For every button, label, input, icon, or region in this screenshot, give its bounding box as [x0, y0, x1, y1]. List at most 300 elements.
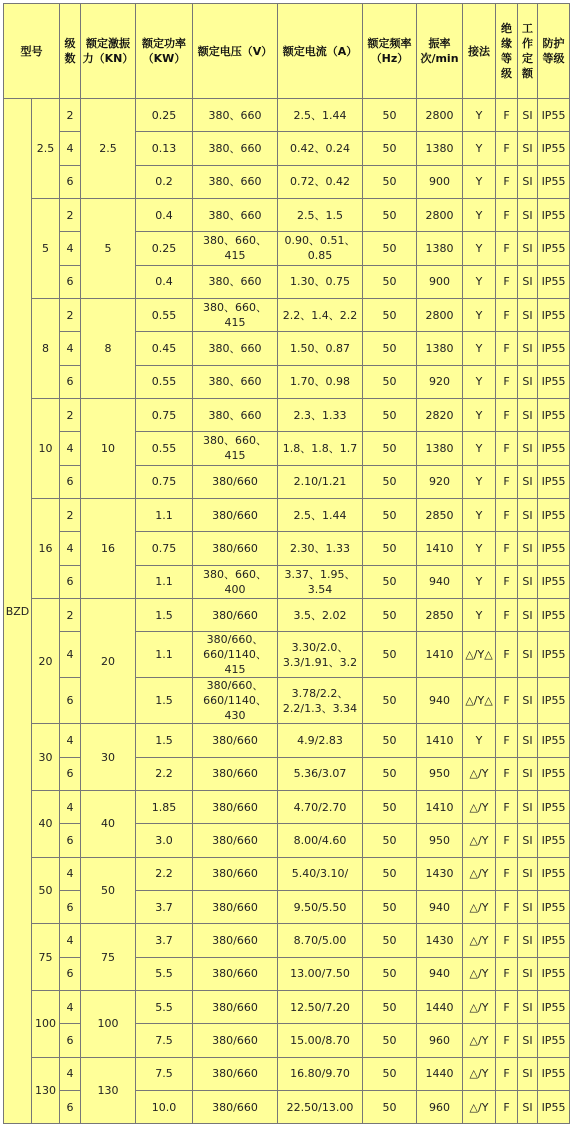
power-cell: 7.5 [136, 1024, 193, 1057]
speed-cell: 1380 [417, 132, 463, 165]
speed-cell: 1430 [417, 924, 463, 957]
duty-cell: SI [518, 598, 538, 631]
poles-cell: 2 [60, 198, 81, 231]
protection-cell: IP55 [538, 198, 570, 231]
current-cell: 2.3、1.33 [278, 398, 363, 431]
speed-cell: 2850 [417, 598, 463, 631]
voltage-cell: 380/660 [193, 790, 278, 823]
voltage-cell: 380、660 [193, 165, 278, 198]
header-poles: 级数 [60, 4, 81, 99]
poles-cell: 4 [60, 632, 81, 678]
frequency-cell: 50 [363, 465, 417, 498]
power-cell: 10.0 [136, 1090, 193, 1123]
current-cell: 0.90、0.51、0.85 [278, 232, 363, 265]
poles-cell: 6 [60, 678, 81, 724]
connection-cell: Y [463, 724, 496, 757]
current-cell: 12.50/7.20 [278, 990, 363, 1023]
current-cell: 5.40/3.10/ [278, 857, 363, 890]
protection-cell: IP55 [538, 465, 570, 498]
duty-cell: SI [518, 165, 538, 198]
spec-body [4, 99, 570, 1124]
connection-cell: Y [463, 198, 496, 231]
duty-cell: SI [518, 632, 538, 678]
frequency-cell: 50 [363, 957, 417, 990]
protection-cell: IP55 [538, 565, 570, 598]
frequency-cell: 50 [363, 924, 417, 957]
duty-cell: SI [518, 365, 538, 398]
protection-cell: IP55 [538, 132, 570, 165]
connection-cell: △/Y [463, 924, 496, 957]
insulation-cell: F [496, 432, 518, 465]
size-cell: 16 [32, 498, 60, 598]
poles-cell: 2 [60, 298, 81, 331]
frequency-cell: 50 [363, 298, 417, 331]
insulation-cell: F [496, 957, 518, 990]
connection-cell: Y [463, 398, 496, 431]
connection-cell: Y [463, 498, 496, 531]
connection-cell: △/Y [463, 990, 496, 1023]
current-cell: 3.30/2.0、3.3/1.91、3.2 [278, 632, 363, 678]
duty-cell: SI [518, 465, 538, 498]
power-cell: 1.5 [136, 724, 193, 757]
current-cell: 0.42、0.24 [278, 132, 363, 165]
speed-cell: 950 [417, 824, 463, 857]
insulation-cell: F [496, 1057, 518, 1090]
frequency-cell: 50 [363, 678, 417, 724]
connection-cell: △/Y [463, 1057, 496, 1090]
power-cell: 0.55 [136, 432, 193, 465]
power-cell: 0.4 [136, 198, 193, 231]
table-row [4, 924, 570, 957]
speed-cell: 1440 [417, 990, 463, 1023]
duty-cell: SI [518, 1057, 538, 1090]
poles-cell: 6 [60, 957, 81, 990]
poles-cell: 6 [60, 265, 81, 298]
poles-cell: 4 [60, 1057, 81, 1090]
current-cell: 2.30、1.33 [278, 532, 363, 565]
voltage-cell: 380/660 [193, 890, 278, 923]
protection-cell: IP55 [538, 598, 570, 631]
duty-cell: SI [518, 99, 538, 132]
insulation-cell: F [496, 332, 518, 365]
poles-cell: 4 [60, 990, 81, 1023]
insulation-cell: F [496, 790, 518, 823]
frequency-cell: 50 [363, 532, 417, 565]
voltage-cell: 380、660 [193, 365, 278, 398]
poles-cell: 2 [60, 498, 81, 531]
duty-cell: SI [518, 232, 538, 265]
power-cell: 0.4 [136, 265, 193, 298]
frequency-cell: 50 [363, 232, 417, 265]
voltage-cell: 380/660 [193, 1090, 278, 1123]
force-cell: 30 [81, 724, 136, 791]
poles-cell: 6 [60, 1024, 81, 1057]
speed-cell: 1410 [417, 724, 463, 757]
table-row [4, 198, 570, 231]
size-cell: 20 [32, 598, 60, 723]
insulation-cell: F [496, 890, 518, 923]
poles-cell: 4 [60, 924, 81, 957]
insulation-cell: F [496, 165, 518, 198]
insulation-cell: F [496, 365, 518, 398]
size-cell: 50 [32, 857, 60, 924]
header-power: 额定功率（KW） [136, 4, 193, 99]
duty-cell: SI [518, 132, 538, 165]
table-row [4, 857, 570, 890]
force-cell: 75 [81, 924, 136, 991]
duty-cell: SI [518, 265, 538, 298]
poles-cell: 6 [60, 757, 81, 790]
frequency-cell: 50 [363, 824, 417, 857]
protection-cell: IP55 [538, 990, 570, 1023]
speed-cell: 2800 [417, 298, 463, 331]
speed-cell: 1380 [417, 232, 463, 265]
poles-cell: 6 [60, 465, 81, 498]
connection-cell: Y [463, 232, 496, 265]
power-cell: 0.75 [136, 532, 193, 565]
voltage-cell: 380/660 [193, 1057, 278, 1090]
power-cell: 1.1 [136, 498, 193, 531]
protection-cell: IP55 [538, 232, 570, 265]
current-cell: 2.5、1.5 [278, 198, 363, 231]
current-cell: 1.50、0.87 [278, 332, 363, 365]
current-cell: 8.00/4.60 [278, 824, 363, 857]
current-cell: 9.50/5.50 [278, 890, 363, 923]
duty-cell: SI [518, 1090, 538, 1123]
poles-cell: 6 [60, 1090, 81, 1123]
duty-cell: SI [518, 957, 538, 990]
insulation-cell: F [496, 678, 518, 724]
duty-cell: SI [518, 757, 538, 790]
insulation-cell: F [496, 232, 518, 265]
poles-cell: 6 [60, 365, 81, 398]
insulation-cell: F [496, 1090, 518, 1123]
duty-cell: SI [518, 1024, 538, 1057]
force-cell: 8 [81, 298, 136, 398]
frequency-cell: 50 [363, 857, 417, 890]
current-cell: 5.36/3.07 [278, 757, 363, 790]
speed-cell: 920 [417, 465, 463, 498]
force-cell: 10 [81, 398, 136, 498]
frequency-cell: 50 [363, 724, 417, 757]
power-cell: 3.7 [136, 924, 193, 957]
poles-cell: 4 [60, 857, 81, 890]
frequency-cell: 50 [363, 598, 417, 631]
header-model: 型号 [4, 4, 60, 99]
voltage-cell: 380/660 [193, 724, 278, 757]
insulation-cell: F [496, 598, 518, 631]
protection-cell: IP55 [538, 890, 570, 923]
duty-cell: SI [518, 924, 538, 957]
current-cell: 13.00/7.50 [278, 957, 363, 990]
duty-cell: SI [518, 432, 538, 465]
size-cell: 10 [32, 398, 60, 498]
connection-cell: Y [463, 132, 496, 165]
power-cell: 3.7 [136, 890, 193, 923]
power-cell: 0.25 [136, 99, 193, 132]
insulation-cell: F [496, 132, 518, 165]
current-cell: 8.70/5.00 [278, 924, 363, 957]
speed-cell: 2820 [417, 398, 463, 431]
power-cell: 3.0 [136, 824, 193, 857]
current-cell: 0.72、0.42 [278, 165, 363, 198]
voltage-cell: 380/660 [193, 465, 278, 498]
current-cell: 16.80/9.70 [278, 1057, 363, 1090]
current-cell: 22.50/13.00 [278, 1090, 363, 1123]
connection-cell: △/Y [463, 790, 496, 823]
power-cell: 5.5 [136, 990, 193, 1023]
poles-cell: 4 [60, 790, 81, 823]
speed-cell: 1440 [417, 1057, 463, 1090]
poles-cell: 6 [60, 890, 81, 923]
protection-cell: IP55 [538, 790, 570, 823]
poles-cell: 4 [60, 132, 81, 165]
frequency-cell: 50 [363, 432, 417, 465]
connection-cell: Y [463, 432, 496, 465]
protection-cell: IP55 [538, 724, 570, 757]
poles-cell: 4 [60, 724, 81, 757]
size-cell: 75 [32, 924, 60, 991]
poles-cell: 6 [60, 565, 81, 598]
frequency-cell: 50 [363, 198, 417, 231]
table-row [4, 990, 570, 1023]
poles-cell: 2 [60, 99, 81, 132]
connection-cell: △/Y [463, 824, 496, 857]
poles-cell: 2 [60, 598, 81, 631]
size-cell: 30 [32, 724, 60, 791]
header-force: 额定激振力（KN） [81, 4, 136, 99]
voltage-cell: 380、660 [193, 332, 278, 365]
size-cell: 130 [32, 1057, 60, 1124]
connection-cell: △/Y [463, 757, 496, 790]
table-row [4, 1057, 570, 1090]
poles-cell: 4 [60, 332, 81, 365]
power-cell: 0.75 [136, 465, 193, 498]
protection-cell: IP55 [538, 957, 570, 990]
power-cell: 5.5 [136, 957, 193, 990]
frequency-cell: 50 [363, 332, 417, 365]
size-cell: 5 [32, 198, 60, 298]
power-cell: 1.5 [136, 678, 193, 724]
power-cell: 1.5 [136, 598, 193, 631]
duty-cell: SI [518, 532, 538, 565]
speed-cell: 2800 [417, 99, 463, 132]
speed-cell: 2850 [417, 498, 463, 531]
header-voltage: 额定电压（V） [193, 4, 278, 99]
voltage-cell: 380、660、415 [193, 298, 278, 331]
protection-cell: IP55 [538, 99, 570, 132]
poles-cell: 4 [60, 432, 81, 465]
speed-cell: 960 [417, 1090, 463, 1123]
protection-cell: IP55 [538, 365, 570, 398]
insulation-cell: F [496, 724, 518, 757]
spec-table [3, 3, 570, 1124]
connection-cell: Y [463, 265, 496, 298]
frequency-cell: 50 [363, 565, 417, 598]
current-cell: 4.70/2.70 [278, 790, 363, 823]
power-cell: 2.2 [136, 757, 193, 790]
speed-cell: 1410 [417, 632, 463, 678]
power-cell: 0.75 [136, 398, 193, 431]
current-cell: 3.78/2.2、2.2/1.3、3.34 [278, 678, 363, 724]
voltage-cell: 380、660、415 [193, 432, 278, 465]
power-cell: 0.13 [136, 132, 193, 165]
voltage-cell: 380/660、660/1140、430 [193, 678, 278, 724]
force-cell: 5 [81, 198, 136, 298]
connection-cell: △/Y [463, 957, 496, 990]
force-cell: 16 [81, 498, 136, 598]
table-row [4, 598, 570, 631]
duty-cell: SI [518, 724, 538, 757]
header-protection: 防护等级 [538, 4, 570, 99]
current-cell: 2.5、1.44 [278, 99, 363, 132]
poles-cell: 2 [60, 398, 81, 431]
protection-cell: IP55 [538, 757, 570, 790]
protection-cell: IP55 [538, 332, 570, 365]
protection-cell: IP55 [538, 1057, 570, 1090]
voltage-cell: 380/660 [193, 990, 278, 1023]
frequency-cell: 50 [363, 398, 417, 431]
insulation-cell: F [496, 824, 518, 857]
duty-cell: SI [518, 790, 538, 823]
header-connection: 接法 [463, 4, 496, 99]
frequency-cell: 50 [363, 890, 417, 923]
connection-cell: △/Y△ [463, 632, 496, 678]
voltage-cell: 380、660 [193, 198, 278, 231]
connection-cell: Y [463, 99, 496, 132]
frequency-cell: 50 [363, 165, 417, 198]
protection-cell: IP55 [538, 1024, 570, 1057]
header-insulation: 绝缘等级 [496, 4, 518, 99]
connection-cell: △/Y [463, 1090, 496, 1123]
connection-cell: △/Y [463, 857, 496, 890]
current-cell: 2.2、1.4、2.2 [278, 298, 363, 331]
poles-cell: 6 [60, 165, 81, 198]
speed-cell: 940 [417, 678, 463, 724]
protection-cell: IP55 [538, 398, 570, 431]
insulation-cell: F [496, 857, 518, 890]
connection-cell: Y [463, 298, 496, 331]
connection-cell: Y [463, 165, 496, 198]
header-frequency: 额定频率（Hz） [363, 4, 417, 99]
frequency-cell: 50 [363, 1057, 417, 1090]
force-cell: 2.5 [81, 99, 136, 199]
voltage-cell: 380/660 [193, 757, 278, 790]
frequency-cell: 50 [363, 498, 417, 531]
protection-cell: IP55 [538, 1090, 570, 1123]
protection-cell: IP55 [538, 498, 570, 531]
frequency-cell: 50 [363, 632, 417, 678]
voltage-cell: 380/660 [193, 857, 278, 890]
duty-cell: SI [518, 824, 538, 857]
power-cell: 0.55 [136, 298, 193, 331]
duty-cell: SI [518, 298, 538, 331]
protection-cell: IP55 [538, 265, 570, 298]
insulation-cell: F [496, 757, 518, 790]
current-cell: 2.5、1.44 [278, 498, 363, 531]
header-row [4, 4, 570, 99]
size-cell: 2.5 [32, 99, 60, 199]
protection-cell: IP55 [538, 824, 570, 857]
speed-cell: 1410 [417, 790, 463, 823]
frequency-cell: 50 [363, 1090, 417, 1123]
connection-cell: Y [463, 365, 496, 398]
series-cell: BZD [4, 99, 32, 1124]
connection-cell: △/Y [463, 1024, 496, 1057]
voltage-cell: 380/660 [193, 532, 278, 565]
force-cell: 20 [81, 598, 136, 723]
voltage-cell: 380、660 [193, 398, 278, 431]
current-cell: 1.70、0.98 [278, 365, 363, 398]
voltage-cell: 380/660、660/1140、415 [193, 632, 278, 678]
connection-cell: Y [463, 332, 496, 365]
size-cell: 8 [32, 298, 60, 398]
insulation-cell: F [496, 198, 518, 231]
table-row [4, 398, 570, 431]
speed-cell: 940 [417, 565, 463, 598]
duty-cell: SI [518, 498, 538, 531]
voltage-cell: 380/660 [193, 598, 278, 631]
connection-cell: △/Y△ [463, 678, 496, 724]
speed-cell: 950 [417, 757, 463, 790]
protection-cell: IP55 [538, 924, 570, 957]
voltage-cell: 380、660 [193, 99, 278, 132]
current-cell: 1.8、1.8、1.7 [278, 432, 363, 465]
insulation-cell: F [496, 99, 518, 132]
voltage-cell: 380、660 [193, 265, 278, 298]
force-cell: 100 [81, 990, 136, 1057]
duty-cell: SI [518, 398, 538, 431]
header-current: 额定电流（A） [278, 4, 363, 99]
table-row [4, 99, 570, 132]
protection-cell: IP55 [538, 165, 570, 198]
connection-cell: Y [463, 465, 496, 498]
size-cell: 40 [32, 790, 60, 857]
voltage-cell: 380/660 [193, 924, 278, 957]
power-cell: 0.25 [136, 232, 193, 265]
current-cell: 4.9/2.83 [278, 724, 363, 757]
protection-cell: IP55 [538, 432, 570, 465]
speed-cell: 940 [417, 957, 463, 990]
force-cell: 50 [81, 857, 136, 924]
frequency-cell: 50 [363, 132, 417, 165]
frequency-cell: 50 [363, 265, 417, 298]
power-cell: 1.85 [136, 790, 193, 823]
poles-cell: 4 [60, 532, 81, 565]
voltage-cell: 380、660、400 [193, 565, 278, 598]
voltage-cell: 380/660 [193, 824, 278, 857]
insulation-cell: F [496, 632, 518, 678]
speed-cell: 1410 [417, 532, 463, 565]
duty-cell: SI [518, 198, 538, 231]
current-cell: 1.30、0.75 [278, 265, 363, 298]
insulation-cell: F [496, 465, 518, 498]
frequency-cell: 50 [363, 99, 417, 132]
speed-cell: 920 [417, 365, 463, 398]
speed-cell: 900 [417, 165, 463, 198]
duty-cell: SI [518, 990, 538, 1023]
frequency-cell: 50 [363, 757, 417, 790]
protection-cell: IP55 [538, 298, 570, 331]
connection-cell: Y [463, 532, 496, 565]
table-row [4, 498, 570, 531]
insulation-cell: F [496, 990, 518, 1023]
force-cell: 40 [81, 790, 136, 857]
frequency-cell: 50 [363, 365, 417, 398]
power-cell: 1.1 [136, 632, 193, 678]
duty-cell: SI [518, 565, 538, 598]
voltage-cell: 380/660 [193, 1024, 278, 1057]
